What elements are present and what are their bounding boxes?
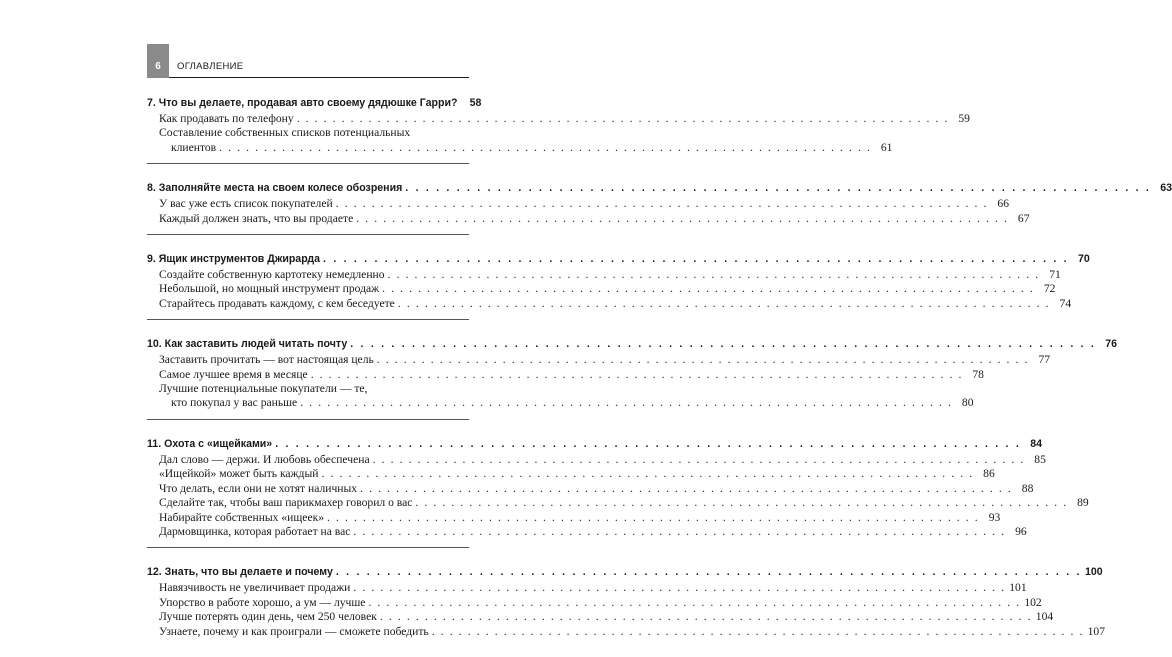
dot-leader [336,566,1082,578]
entry-page: 88 [1021,481,1034,495]
entry-page: 85 [1034,452,1046,466]
entry-page: 59 [958,112,970,125]
chapter-heading[interactable] [147,182,1172,195]
entry-title: Упорство в работе хорошо, а ум — лучше [159,595,366,609]
dot-leader [300,396,952,410]
dot-leader [368,596,1020,610]
entry-page: 74 [1059,296,1072,310]
chapter-divider [147,163,469,164]
toc-entry[interactable] [147,581,1027,595]
chapter-10 [147,338,1118,420]
entry-title: У вас уже есть список покупателей [159,197,333,211]
chapter-page: 76 [1105,338,1118,351]
chapter-heading[interactable] [147,437,1042,450]
chapter-11 [147,437,1089,548]
header-title: ОГЛАВЛЕНИЕ [177,61,244,72]
entry-page: 93 [988,510,1001,524]
dot-leader [311,368,963,382]
entry-title-line2: клиентов [171,140,217,154]
dot-leader [398,297,1050,311]
dot-leader [382,282,1034,296]
entry-title: Самое лучшее время в месяце [159,367,308,381]
entry-title: Лучше потерять один день, чем 250 человек [159,610,377,624]
entry-title: Навязчивость не увеличивает продажи [159,581,351,595]
dot-leader [327,511,979,525]
chapter-9 [147,253,1090,320]
chapter-divider [147,234,469,235]
chapter-page: 100 [1084,566,1103,579]
entry-page: 107 [1087,624,1105,638]
chapter-divider [147,319,469,320]
chapter-page: 58 [469,97,482,109]
entry-page: 102 [1024,595,1042,609]
chapter-page: 70 [1078,253,1090,266]
entry-title: Небольшой, но мощный инструмент продаж [159,282,380,296]
toc-entry-multiline[interactable] [147,382,974,411]
toc-entry[interactable] [147,367,984,382]
toc-entry[interactable] [147,624,1105,639]
toc-entry[interactable] [147,452,1046,467]
entry-title-line1: Составление собственных списков потенциальных [159,126,411,140]
dot-leader [321,467,973,481]
header-rule [169,77,469,79]
dot-leader [388,268,1040,282]
entry-title-line1: Лучшие потенциальные покупатели — те, [159,382,368,396]
toc-entry[interactable] [147,112,970,126]
entry-title: Как продавать по телефону [159,112,294,125]
chapter-title: 10. Как заставить людей читать почту [147,338,348,351]
chapter-title: 9. Ящик инструментов Джирарда [147,253,321,266]
dot-leader [373,453,1025,467]
chapter-page: 84 [1030,437,1042,450]
toc-entry[interactable] [147,496,1089,510]
chapter-heading[interactable] [147,97,482,109]
entry-page: 71 [1049,268,1061,282]
entry-continuation [159,396,974,410]
chapter-heading[interactable] [147,566,1103,579]
chapter-heading[interactable] [147,253,1090,266]
chapter-7 [147,97,970,164]
entry-title: Создайте собственную картотеку немедленно [159,268,385,282]
dot-leader [360,482,1012,496]
entry-page: 78 [972,367,984,381]
chapter-divider [147,547,469,548]
dot-leader [275,438,1021,450]
toc-entry[interactable] [147,481,1034,496]
entry-page: 67 [1017,211,1030,225]
toc-entry[interactable] [147,197,1009,211]
page-number: 6 [147,44,169,78]
chapter-title: 11. Охота с «ищейками» [147,437,273,450]
entry-page: 96 [1015,524,1027,538]
entry-title: Что делать, если они не хотят наличных [159,481,358,495]
dot-leader [353,525,1005,539]
toc-entry[interactable] [147,353,1051,367]
toc-entry[interactable] [147,467,995,481]
entry-title: Сделайте так, чтобы ваш парикмахер говорил о вас [159,496,413,510]
running-header [147,44,469,78]
dot-leader [350,338,1096,350]
toc-entry[interactable] [147,282,1056,296]
chapter-title: 7. Что вы делаете, продавая авто своему дядюшке Гарри? [147,97,458,109]
entry-page: 61 [880,140,893,154]
dot-leader [380,610,1032,624]
entry-title: Узнаете, почему и как проиграли — сможете победить [159,624,429,638]
dot-leader [353,581,1005,595]
dot-leader [415,496,1067,510]
toc-entry[interactable] [147,524,1027,539]
entry-page: 86 [983,467,995,481]
table-of-contents [147,84,1172,657]
entry-page: 72 [1043,282,1056,296]
entry-title: Дармовщинка, которая работает на вас [159,524,351,538]
chapter-8 [147,182,1172,235]
toc-entry[interactable] [147,268,1061,282]
dot-leader [336,197,988,211]
chapter-heading[interactable] [147,338,1118,351]
toc-entry[interactable] [147,296,1072,311]
entry-title: Дал слово — держи. И любовь обеспечена [159,452,370,466]
chapter-page: 63 [1160,182,1172,195]
dot-leader [323,253,1069,265]
entry-page: 80 [961,396,974,410]
entry-page: 66 [997,197,1009,211]
chapter-title: 8. Заполняйте места на своем колесе обозрения [147,182,403,195]
dot-leader [356,212,1008,226]
dot-leader [377,353,1029,367]
chapter-title: 12. Знать, что вы делаете и почему [147,566,333,579]
dot-leader [432,625,1084,639]
entry-title: Заставить прочитать — вот настоящая цель [159,353,374,367]
dot-leader [219,141,871,155]
chapter-divider [147,419,469,420]
toc-entry-multiline[interactable] [147,126,893,155]
entry-page: 104 [1035,610,1054,624]
toc-entry[interactable] [147,211,1030,226]
toc-entry[interactable] [147,610,1054,624]
toc-entry[interactable] [147,510,1001,525]
entry-title: Каждый должен знать, что вы продаете [159,211,354,225]
chapter-12 [147,566,1105,639]
entry-page: 89 [1077,496,1089,510]
entry-continuation [159,140,893,155]
entry-page: 101 [1009,581,1027,595]
toc-entry[interactable] [147,595,1042,610]
entry-title: Старайтесь продавать каждому, с кем беседуете [159,296,395,310]
entry-title-line2: кто покупал у вас раньше [171,396,298,410]
dot-leader [297,112,949,126]
dot-leader [405,182,1151,194]
entry-page: 77 [1038,353,1051,367]
entry-title: Набирайте собственных «ищеек» [159,510,325,524]
entry-title: «Ищейкой» может быть каждый [159,467,319,481]
